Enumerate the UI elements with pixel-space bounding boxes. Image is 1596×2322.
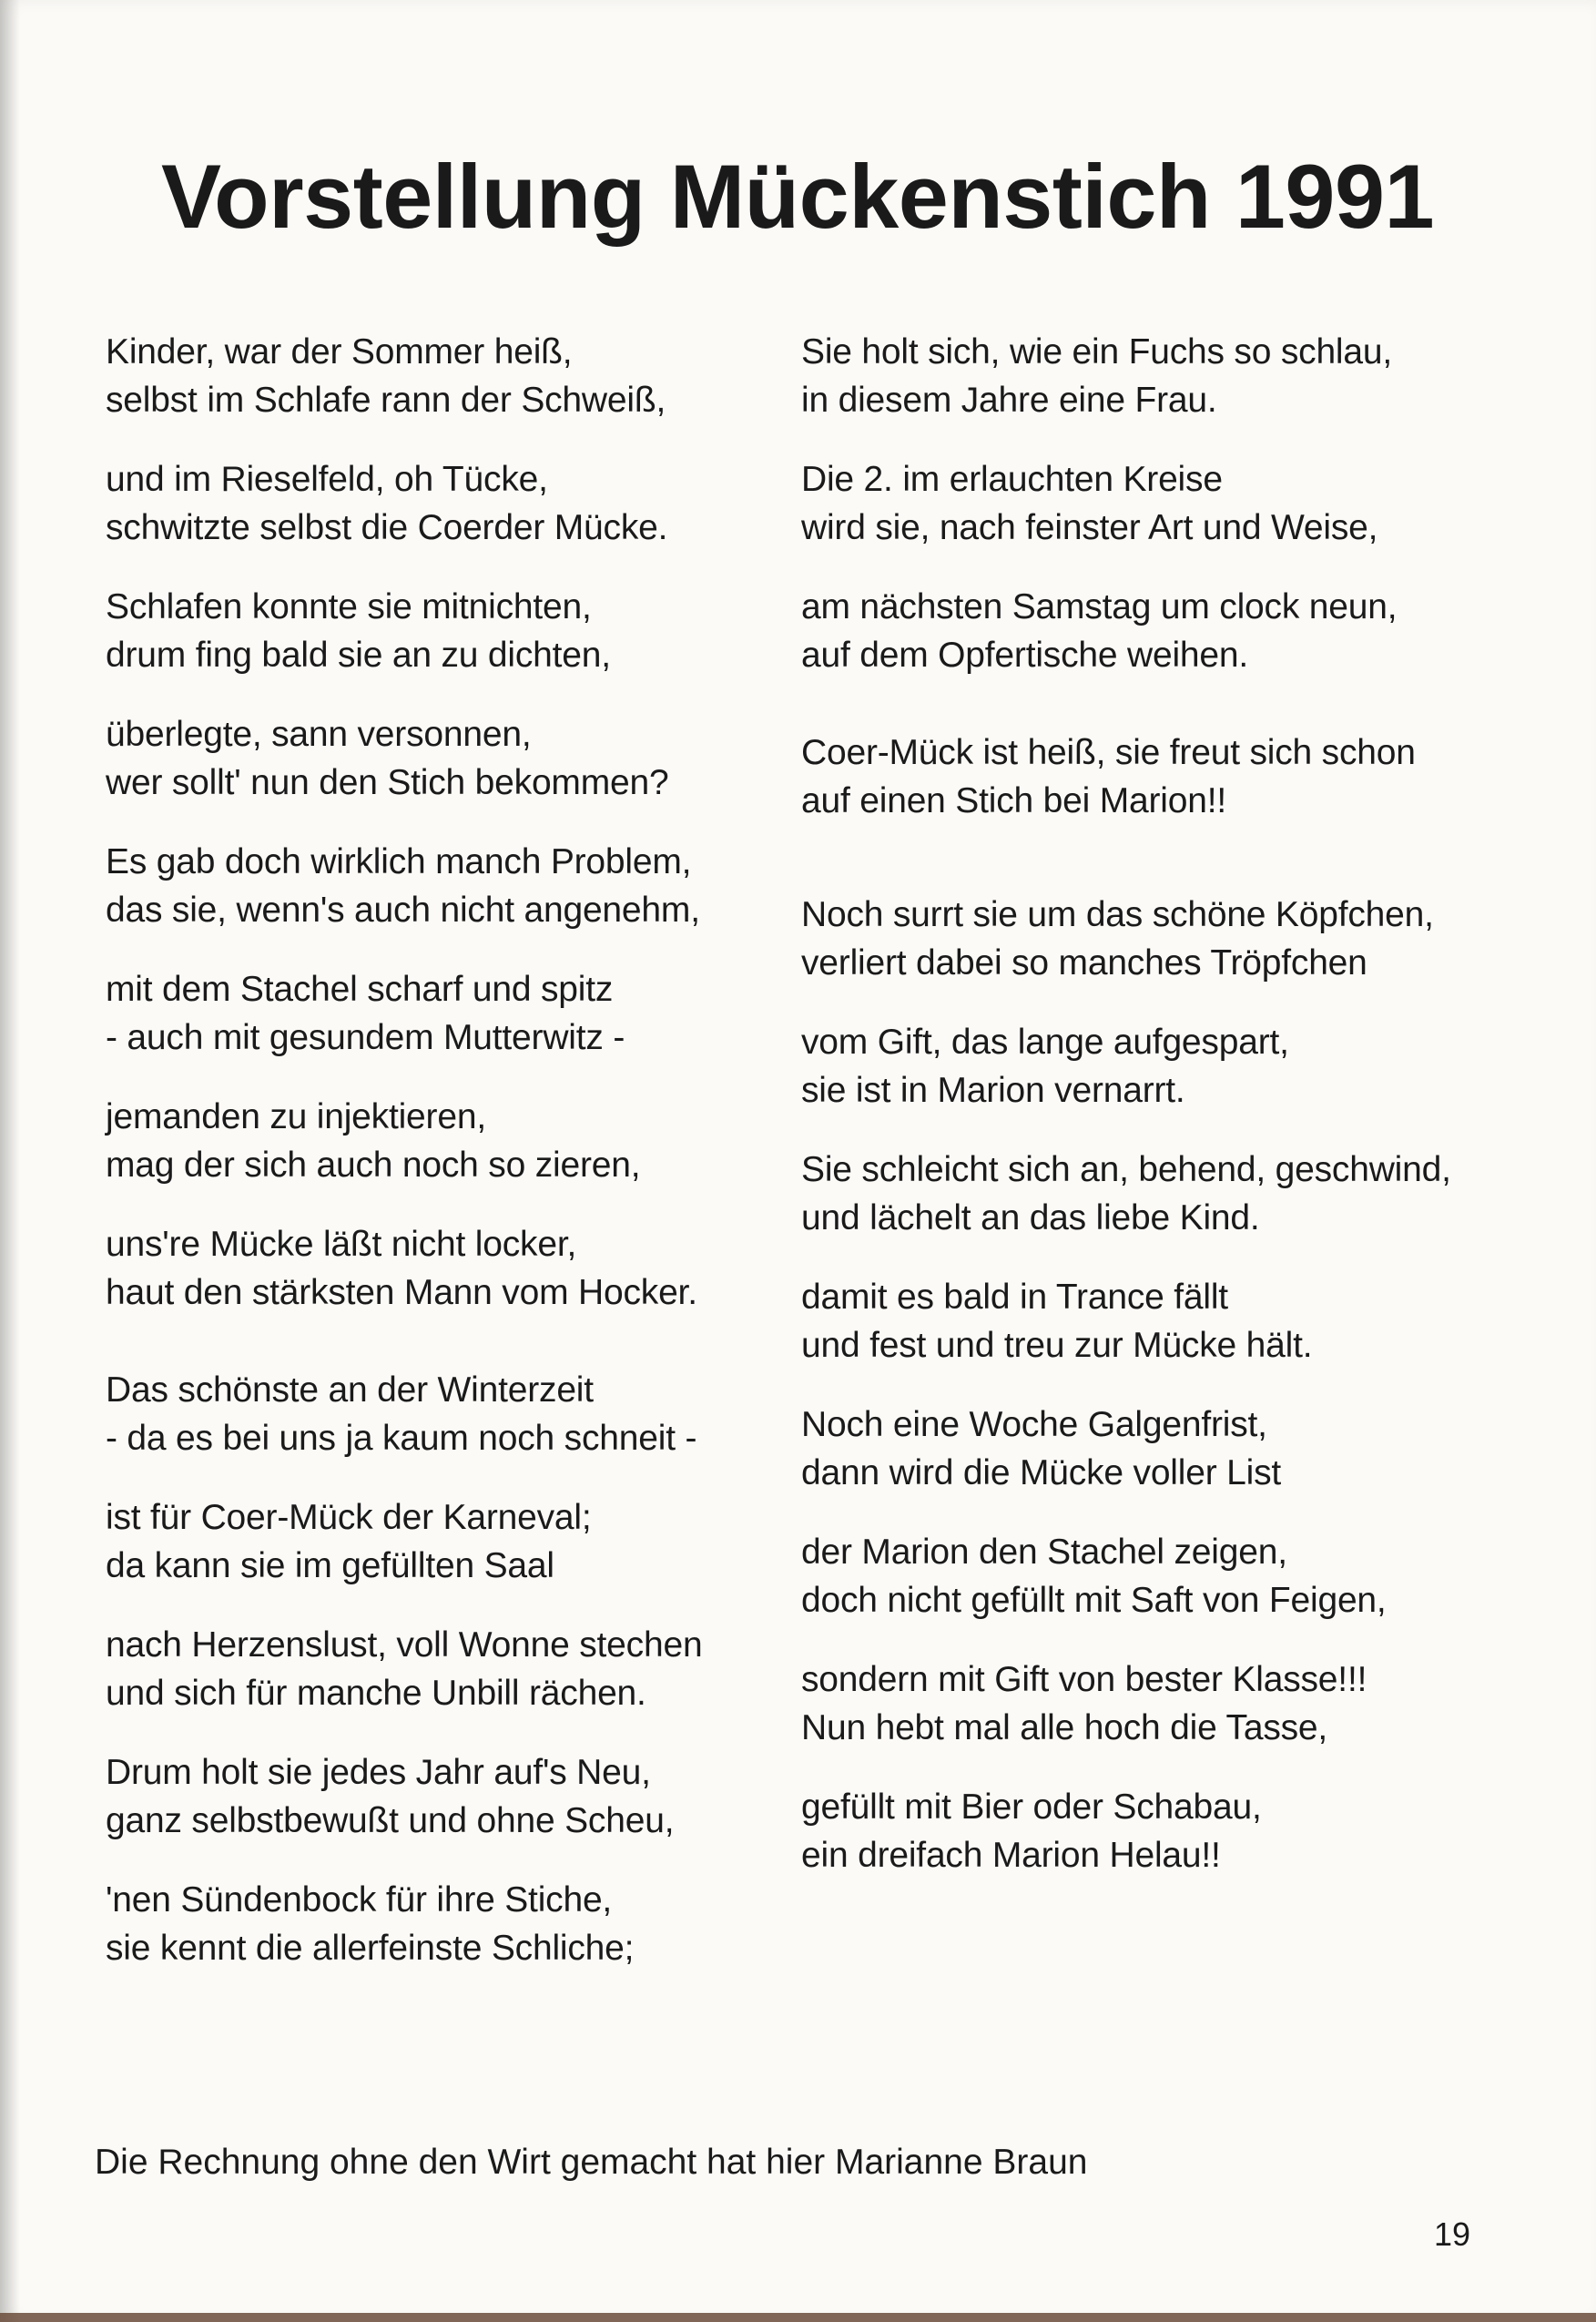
poem-line: haut den stärksten Mann vom Hocker. (106, 1273, 697, 1312)
poem-line: damit es bald in Trance fällt (801, 1278, 1228, 1317)
poem-line: in diesem Jahre eine Frau. (801, 381, 1217, 420)
poem-line: uns're Mücke läßt nicht locker, (106, 1225, 577, 1264)
stanza (801, 1400, 1493, 1497)
stanza (106, 1876, 798, 1972)
poem-line: dann wird die Mücke voller List (801, 1453, 1282, 1492)
stanza (106, 710, 798, 807)
poem-line: - da es bei uns ja kaum noch schneit - (106, 1419, 697, 1458)
stanza (801, 891, 1493, 987)
page-bottom-edge (0, 2313, 1596, 2322)
poem-line: Drum holt sie jedes Jahr auf's Neu, (106, 1753, 651, 1792)
page-number: 19 (1433, 2215, 1470, 2253)
stanza (801, 328, 1493, 424)
poem-line: und sich für manche Unbill rächen. (106, 1674, 646, 1713)
poem-line: Noch eine Woche Galgenfrist, (801, 1405, 1267, 1444)
stanza (106, 328, 798, 424)
poem-line: da kann sie im gefüllten Saal (106, 1546, 554, 1585)
stanza (106, 1493, 798, 1590)
poem-line: auf einen Stich bei Marion!! (801, 781, 1227, 820)
poem-line: Es gab doch wirklich manch Problem, (106, 842, 692, 881)
poem-line: ganz selbstbewußt und ohne Scheu, (106, 1801, 675, 1840)
poem-line: sie ist in Marion vernarrt. (801, 1071, 1185, 1110)
stanza (106, 1621, 798, 1717)
stanza (106, 965, 798, 1062)
poem-line: 'nen Sündenbock für ihre Stiche, (106, 1880, 613, 1920)
poem-line: wird sie, nach feinster Art und Weise, (801, 508, 1378, 547)
stanza (801, 455, 1493, 552)
poem-line: das sie, wenn's auch nicht angenehm, (106, 891, 700, 930)
page-gutter-shadow (0, 0, 20, 2322)
poem-right-column (801, 328, 1493, 1910)
stanza (106, 583, 798, 679)
poem-line: Das schönste an der Winterzeit (106, 1370, 594, 1410)
page-title: Vorstellung Mückenstich 1991 (161, 146, 1435, 247)
poem-line: überlegte, sann versonnen, (106, 715, 532, 754)
poem-line: mit dem Stachel scharf und spitz (106, 970, 614, 1009)
poem-line: sie kennt die allerfeinste Schliche; (106, 1929, 635, 1968)
stanza (801, 583, 1493, 679)
poem-line: ein dreifach Marion Helau!! (801, 1836, 1221, 1875)
poem-line: Schlafen konnte sie mitnichten, (106, 587, 592, 626)
stanza (801, 1146, 1493, 1242)
stanza (106, 838, 798, 934)
poem-line: jemanden zu injektieren, (106, 1097, 486, 1136)
author-credit: Die Rechnung ohne den Wirt gemacht hat hier Marianne Braun (95, 2143, 1088, 2182)
poem-line: und lächelt an das liebe Kind. (801, 1198, 1260, 1237)
poem-line: Coer-Mück ist heiß, sie freut sich schon (801, 733, 1416, 772)
poem-line: drum fing bald sie an zu dichten, (106, 636, 611, 675)
poem-line: sondern mit Gift von bester Klasse!!! (801, 1660, 1367, 1699)
stanza (801, 1655, 1493, 1752)
stanza (106, 1748, 798, 1845)
poem-line: vom Gift, das lange aufgespart, (801, 1023, 1289, 1062)
stanza (801, 1273, 1493, 1370)
poem-line: der Marion den Stachel zeigen, (801, 1533, 1287, 1572)
poem-left-column (106, 328, 798, 2003)
stanza (801, 1528, 1493, 1624)
poem-line: am nächsten Samstag um clock neun, (801, 587, 1398, 626)
poem-line: ist für Coer-Mück der Karneval; (106, 1498, 592, 1537)
stanza (801, 728, 1493, 825)
stanza (801, 1783, 1493, 1879)
poem-line: Sie schleicht sich an, behend, geschwind, (801, 1150, 1451, 1189)
poem-line: gefüllt mit Bier oder Schabau, (801, 1787, 1262, 1827)
stanza (106, 1093, 798, 1189)
poem-line: Sie holt sich, wie ein Fuchs so schlau, (801, 332, 1393, 372)
stanza (106, 1366, 798, 1462)
poem-line: Nun hebt mal alle hoch die Tasse, (801, 1708, 1328, 1747)
poem-line: wer sollt' nun den Stich bekommen? (106, 763, 669, 802)
poem-line: - auch mit gesundem Mutterwitz - (106, 1018, 625, 1057)
poem-line: doch nicht gefüllt mit Saft von Feigen, (801, 1581, 1387, 1620)
poem-line: und fest und treu zur Mücke hält. (801, 1326, 1313, 1365)
poem-line: Die 2. im erlauchten Kreise (801, 460, 1223, 499)
poem-line: verliert dabei so manches Tröpfchen (801, 943, 1367, 983)
poem-line: mag der sich auch noch so zieren, (106, 1146, 641, 1185)
stanza (106, 455, 798, 552)
poem-line: nach Herzenslust, voll Wonne stechen (106, 1625, 703, 1665)
poem-line: und im Rieselfeld, oh Tücke, (106, 460, 548, 499)
poem-line: schwitzte selbst die Coerder Mücke. (106, 508, 668, 547)
stanza (801, 1018, 1493, 1115)
poem-line: selbst im Schlafe rann der Schweiß, (106, 381, 666, 420)
poem-line: auf dem Opfertische weihen. (801, 636, 1249, 675)
stanza (106, 1220, 798, 1317)
poem-line: Noch surrt sie um das schöne Köpfchen, (801, 895, 1434, 934)
poem-line: Kinder, war der Sommer heiß, (106, 332, 573, 372)
